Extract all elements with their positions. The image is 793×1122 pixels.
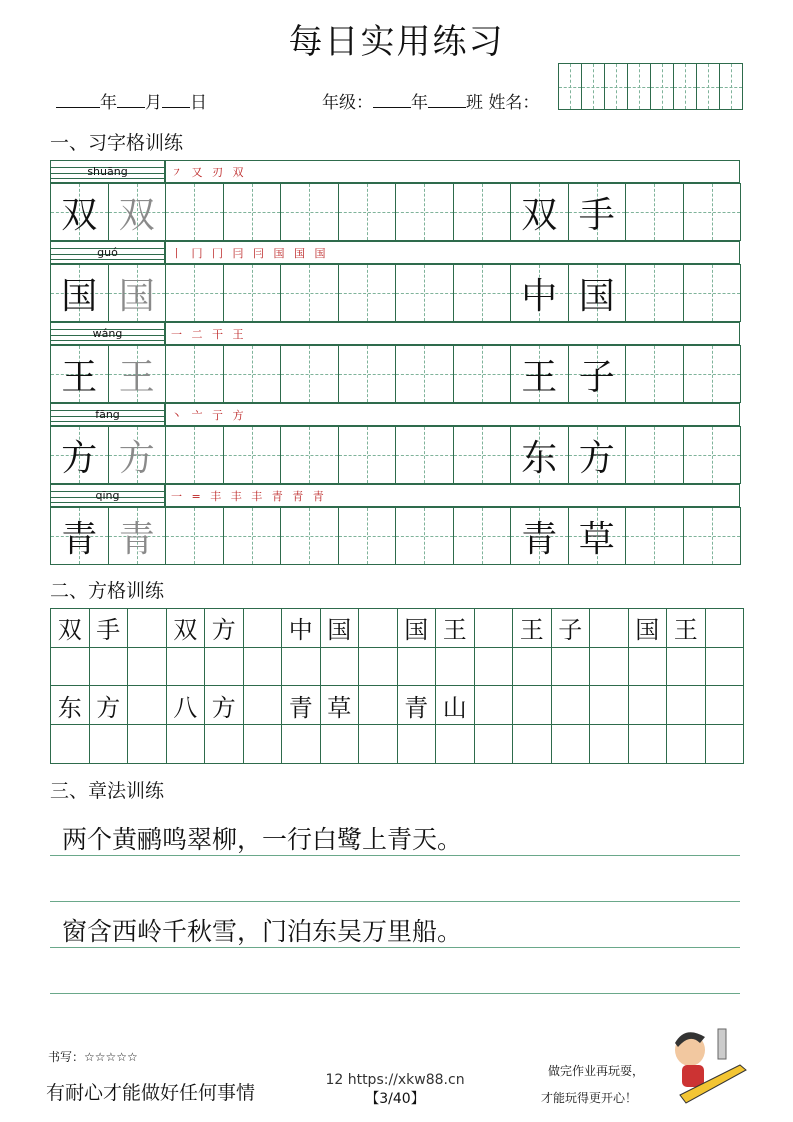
section2-title: 二、方格训练 xyxy=(50,580,165,602)
square-cell xyxy=(474,647,514,687)
square-cell: 手 xyxy=(89,608,129,648)
page-title: 每日实用练习 xyxy=(288,22,505,62)
poem-line: 两个黄鹂鸣翠柳，一行白鹭上青天。 xyxy=(62,825,463,854)
writing-cell xyxy=(280,264,339,322)
writing-cell xyxy=(568,507,627,565)
pinyin-box xyxy=(50,484,165,507)
writing-cell xyxy=(165,183,224,241)
square-cell xyxy=(551,685,591,725)
writing-cell xyxy=(568,264,627,322)
square-cell: 中 xyxy=(281,608,321,648)
square-cell xyxy=(666,647,706,687)
square-cell xyxy=(397,647,437,687)
square-cell xyxy=(166,647,206,687)
writing-cell xyxy=(280,507,339,565)
square-cell: 王 xyxy=(666,608,706,648)
writing-cell xyxy=(453,183,512,241)
writing-cell xyxy=(50,507,109,565)
square-cell xyxy=(551,724,591,764)
pinyin-text: fāng xyxy=(95,408,120,421)
page-number: 【3/40】 xyxy=(365,1091,425,1107)
square-cell: 山 xyxy=(435,685,475,725)
stroke-order: 丨 冂 冂 冃 冃 国 国 国 xyxy=(171,247,329,260)
writing-cell xyxy=(510,183,569,241)
square-cell xyxy=(666,685,706,725)
square-cell xyxy=(474,685,514,725)
square-cell xyxy=(50,724,90,764)
square-cell xyxy=(127,647,167,687)
trace-character: 方 xyxy=(118,437,155,479)
model-character: 王 xyxy=(61,356,98,398)
name-cell[interactable] xyxy=(581,63,605,110)
square-cell xyxy=(358,608,398,648)
square-cell: 东 xyxy=(50,685,90,725)
writing-cell xyxy=(625,507,684,565)
model-character: 草 xyxy=(578,518,615,560)
section1-title: 一、习字格训练 xyxy=(50,132,184,154)
model-character: 王 xyxy=(521,356,558,398)
square-cell: 方 xyxy=(204,685,244,725)
square-cell xyxy=(397,724,437,764)
trace-character: 双 xyxy=(118,194,155,236)
writing-cell xyxy=(395,183,454,241)
pinyin-box xyxy=(50,160,165,183)
square-cell xyxy=(551,647,591,687)
writing-cell xyxy=(453,345,512,403)
stroke-order: 丶 亠 亍 方 xyxy=(171,409,247,422)
square-cell xyxy=(589,608,629,648)
square-cell: 青 xyxy=(281,685,321,725)
writing-cell xyxy=(223,426,282,484)
stroke-order: 一 二 干 王 xyxy=(171,328,247,341)
writing-cell xyxy=(568,345,627,403)
writing-cell xyxy=(625,264,684,322)
trace-character: 王 xyxy=(118,356,155,398)
writing-cell xyxy=(683,345,742,403)
writing-cell xyxy=(223,345,282,403)
trace-character: 青 xyxy=(118,518,155,560)
writing-cell xyxy=(395,264,454,322)
square-cell: 国 xyxy=(397,608,437,648)
square-cell: 双 xyxy=(166,608,206,648)
square-cell xyxy=(705,685,745,725)
class-line: 年级： 年 班 姓名： xyxy=(322,93,540,113)
writing-cell xyxy=(165,426,224,484)
name-cell[interactable] xyxy=(650,63,674,110)
square-cell xyxy=(705,608,745,648)
square-cell xyxy=(705,724,745,764)
stroke-order-box xyxy=(165,322,740,345)
writing-cell xyxy=(165,507,224,565)
writing-cell xyxy=(165,345,224,403)
name-cell[interactable] xyxy=(696,63,720,110)
writing-cell xyxy=(50,345,109,403)
writing-cell xyxy=(338,507,397,565)
slogan: 做完作业再玩耍， xyxy=(548,1064,645,1078)
slogan: 才能玩得更开心！ xyxy=(541,1091,638,1105)
writing-cell xyxy=(280,426,339,484)
section3-title: 三、章法训练 xyxy=(50,780,165,802)
square-cell xyxy=(50,647,90,687)
writing-cell xyxy=(165,264,224,322)
writing-cell xyxy=(683,426,742,484)
writing-cell xyxy=(510,426,569,484)
stroke-order-box xyxy=(165,160,740,183)
model-character: 国 xyxy=(578,275,615,317)
square-cell xyxy=(127,608,167,648)
writing-cell xyxy=(108,507,167,565)
writing-cell xyxy=(625,345,684,403)
stroke-order: ㇇ 又 刃 双 xyxy=(171,166,247,179)
square-cell xyxy=(281,647,321,687)
writing-line xyxy=(50,947,740,948)
square-cell xyxy=(358,724,398,764)
square-cell xyxy=(512,724,552,764)
writing-cell xyxy=(223,507,282,565)
writing-cell xyxy=(683,264,742,322)
writing-cell xyxy=(50,426,109,484)
model-character: 方 xyxy=(61,437,98,479)
writing-cell xyxy=(625,183,684,241)
square-cell: 子 xyxy=(551,608,591,648)
writing-cell xyxy=(108,183,167,241)
site-url: 12 https://xkw88.cn xyxy=(325,1072,465,1088)
square-cell xyxy=(243,724,283,764)
model-character: 青 xyxy=(61,518,98,560)
square-cell xyxy=(589,724,629,764)
model-character: 双 xyxy=(61,194,98,236)
square-cell xyxy=(474,724,514,764)
cartoon-boy-pencil-illustration xyxy=(660,1025,750,1114)
name-cell[interactable] xyxy=(719,63,743,110)
square-cell xyxy=(358,685,398,725)
square-cell: 国 xyxy=(320,608,360,648)
writing-cell xyxy=(280,183,339,241)
square-cell xyxy=(435,647,475,687)
square-cell xyxy=(127,685,167,725)
square-cell: 青 xyxy=(397,685,437,725)
writing-cell xyxy=(280,345,339,403)
model-character: 手 xyxy=(578,194,615,236)
writing-cell xyxy=(568,183,627,241)
square-cell xyxy=(474,608,514,648)
square-cell xyxy=(89,724,129,764)
model-character: 东 xyxy=(521,437,558,479)
square-cell xyxy=(243,685,283,725)
writing-cell xyxy=(395,507,454,565)
square-cell xyxy=(204,647,244,687)
square-cell xyxy=(589,685,629,725)
motto: 有耐心才能做好任何事情 xyxy=(46,1082,256,1104)
writing-cell xyxy=(683,507,742,565)
square-cell xyxy=(204,724,244,764)
square-cell xyxy=(435,724,475,764)
rating: 书写：☆☆☆☆☆ xyxy=(48,1050,138,1064)
square-cell xyxy=(320,647,360,687)
square-cell: 方 xyxy=(89,685,129,725)
pinyin-box xyxy=(50,322,165,345)
square-cell xyxy=(512,685,552,725)
poem-line: 窗含西岭千秋雪，门泊东吴万里船。 xyxy=(62,917,463,946)
square-cell: 王 xyxy=(512,608,552,648)
square-cell xyxy=(281,724,321,764)
square-cell xyxy=(666,724,706,764)
writing-cell xyxy=(50,183,109,241)
square-cell xyxy=(589,647,629,687)
writing-line xyxy=(50,993,740,994)
square-cell xyxy=(127,724,167,764)
writing-cell xyxy=(395,345,454,403)
writing-cell xyxy=(223,264,282,322)
stroke-order-box xyxy=(165,403,740,426)
square-cell xyxy=(628,685,668,725)
model-character: 子 xyxy=(578,356,615,398)
writing-cell xyxy=(625,426,684,484)
stroke-order: 一 = 丰 丰 丰 青 青 青 xyxy=(171,490,327,503)
writing-line xyxy=(50,855,740,856)
writing-cell xyxy=(453,507,512,565)
square-cell xyxy=(320,724,360,764)
writing-cell xyxy=(338,264,397,322)
name-cell[interactable] xyxy=(604,63,628,110)
square-cell: 八 xyxy=(166,685,206,725)
writing-cell xyxy=(108,426,167,484)
model-character: 国 xyxy=(61,275,98,317)
square-cell xyxy=(166,724,206,764)
name-cell[interactable] xyxy=(627,63,651,110)
model-character: 双 xyxy=(521,194,558,236)
pinyin-box xyxy=(50,241,165,264)
pinyin-box xyxy=(50,403,165,426)
writing-cell xyxy=(453,264,512,322)
square-cell: 王 xyxy=(435,608,475,648)
square-cell: 方 xyxy=(204,608,244,648)
writing-cell xyxy=(510,345,569,403)
writing-line xyxy=(50,901,740,902)
pinyin-text: qīng xyxy=(95,489,120,502)
writing-cell xyxy=(338,426,397,484)
writing-cell xyxy=(395,426,454,484)
square-cell: 草 xyxy=(320,685,360,725)
writing-cell xyxy=(338,183,397,241)
name-cell[interactable] xyxy=(673,63,697,110)
square-cell xyxy=(358,647,398,687)
writing-cell xyxy=(108,264,167,322)
pinyin-text: wáng xyxy=(92,327,123,340)
writing-cell xyxy=(510,507,569,565)
writing-cell xyxy=(683,183,742,241)
square-cell xyxy=(243,647,283,687)
name-cell[interactable] xyxy=(558,63,582,110)
square-cell xyxy=(243,608,283,648)
model-character: 中 xyxy=(521,275,558,317)
model-character: 青 xyxy=(521,518,558,560)
writing-cell xyxy=(223,183,282,241)
trace-character: 国 xyxy=(118,275,155,317)
date-line: 年 月 日 xyxy=(56,88,207,113)
writing-cell xyxy=(338,345,397,403)
writing-cell xyxy=(510,264,569,322)
square-cell: 国 xyxy=(628,608,668,648)
writing-cell xyxy=(108,345,167,403)
writing-cell xyxy=(50,264,109,322)
pinyin-text: shuāng xyxy=(87,165,128,178)
square-cell: 双 xyxy=(50,608,90,648)
square-cell xyxy=(628,724,668,764)
square-cell xyxy=(628,647,668,687)
square-cell xyxy=(705,647,745,687)
model-character: 方 xyxy=(578,437,615,479)
writing-cell xyxy=(568,426,627,484)
pinyin-text: guó xyxy=(97,246,118,259)
square-cell xyxy=(89,647,129,687)
writing-cell xyxy=(453,426,512,484)
square-cell xyxy=(512,647,552,687)
